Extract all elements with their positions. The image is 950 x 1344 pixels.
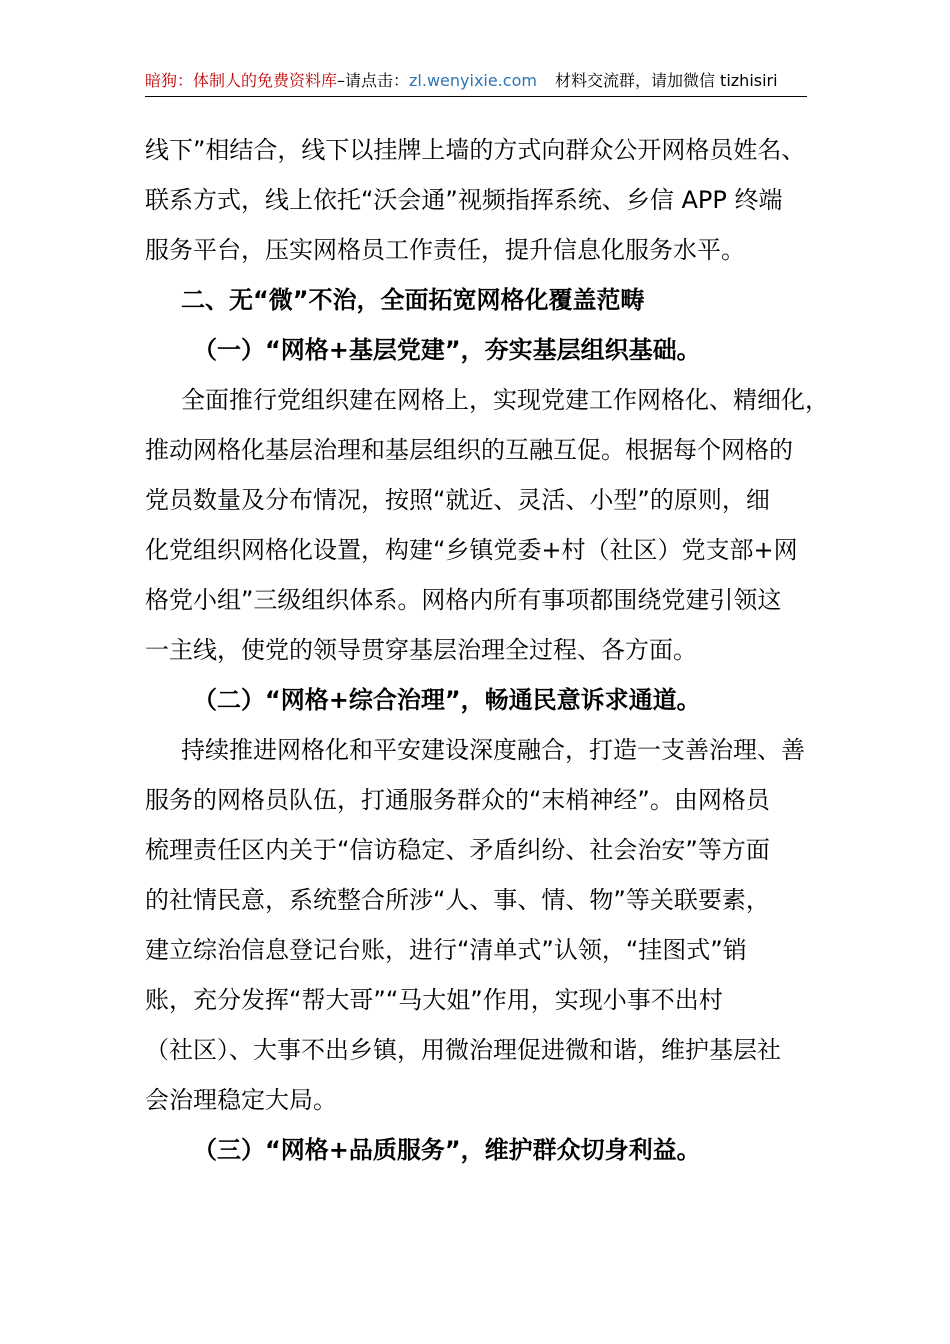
paragraph-line: 梳理责任区内关于“信访稳定、矛盾纠纷、社会治安”等方面 [145,836,770,864]
paragraph-line: 化党组织网格化设置，构建“乡镇党委+村（社区）党支部+网 [145,536,798,564]
paragraph-line: 全面推行党组织建在网格上，实现党建工作网格化、精细化， [181,386,829,414]
paragraph-line: 推动网格化基层治理和基层组织的互融互促。根据每个网格的 [145,436,793,464]
subsection-heading: （三）“网格+品质服务”，维护群众切身利益。 [193,1136,701,1164]
paragraph-line: 持续推进网格化和平安建设深度融合，打造一支善治理、善 [181,736,805,764]
paragraph-line: 账，充分发挥“帮大哥”“马大姐”作用，实现小事不出村 [145,986,723,1014]
paragraph-line: 一主线，使党的领导贯穿基层治理全过程、各方面。 [145,636,697,664]
header-contact: 材料交流群，请加微信 tizhisiri [554,71,778,90]
paragraph-line: 格党小组”三级组织体系。网格内所有事项都围绕党建引领这 [145,586,782,614]
header-prompt: –请点击： [337,71,410,90]
paragraph-line: 线下”相结合，线下以挂牌上墙的方式向群众公开网格员姓名、 [145,136,806,164]
paragraph-line: 会治理稳定大局。 [145,1086,337,1114]
page-header [145,70,807,97]
paragraph-line: 的社情民意，系统整合所涉“人、事、情、物”等关联要素， [145,886,770,914]
paragraph-line: 党员数量及分布情况，按照“就近、灵活、小型”的原则，细 [145,486,770,514]
paragraph-line: 建立综治信息登记台账，进行“清单式”认领，“挂图式”销 [145,936,747,964]
paragraph-line: 联系方式，线上依托“沃会通”视频指挥系统、乡信 APP 终端 [145,186,783,214]
document-body [145,125,829,1175]
subsection-heading: （一）“网格+基层党建”，夯实基层组织基础。 [193,336,701,364]
paragraph-line: 服务的网格员队伍，打通服务群众的“末梢神经”。由网格员 [145,786,770,814]
subsection-heading: （二）“网格+综合治理”，畅通民意诉求通道。 [193,686,701,714]
header-url-link[interactable]: zl.wenyixie.com [409,71,537,90]
section-heading: 二、无“微”不治，全面拓宽网格化覆盖范畴 [181,286,645,314]
paragraph-line: （社区）、大事不出乡镇，用微治理促进微和谐，维护基层社 [145,1036,781,1064]
paragraph-line: 服务平台，压实网格员工作责任，提升信息化服务水平。 [145,236,745,264]
header-brand: 暗狗：体制人的免费资料库 [145,71,338,90]
